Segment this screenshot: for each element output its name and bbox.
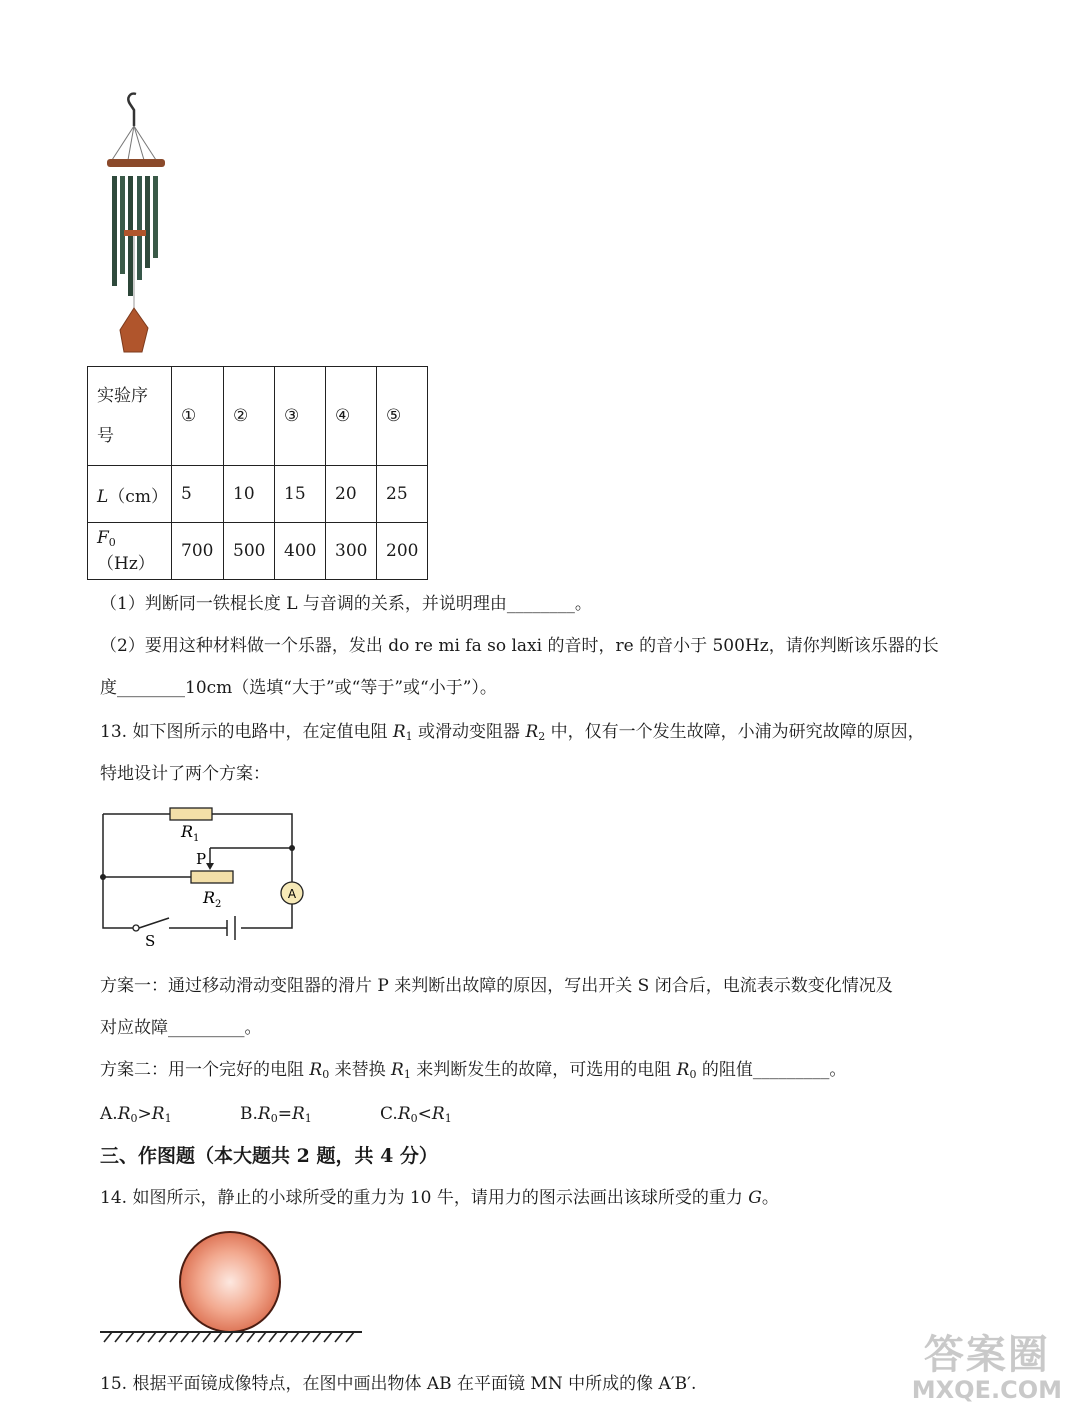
plan1-line1: 方案一：通过移动滑动变阻器的滑片 P 来判断出故障的原因，写出开关 S 闭合后，电流表示数变化情况及 [100,976,893,996]
trial-cell: ③ [275,367,326,466]
wind-chime-image [100,90,175,355]
ground-hatching [104,1332,354,1342]
trial-cell: ① [172,367,224,466]
q12-part1: （1）判断同一铁棍长度 L 与音调的关系，并说明理由________。 [100,594,592,614]
option-c: $C.R_0<R_1$ [380,1104,452,1125]
q13-stem-line2: 特地设计了两个方案： [100,764,270,784]
watermark-logo: 答案圈 MXQE.COM [911,1332,1062,1404]
trial-cell: ④ [326,367,377,466]
length-label-cell: L（cm） [88,466,172,523]
table-cell: 15 [275,466,326,523]
q12-part2-line2: 度________10cm（选填“大于”或“等于”或“小于”）。 [100,678,497,698]
r2-label: $R_2$ [203,888,222,910]
table-row [88,523,428,580]
slider-p-label: P [196,850,207,868]
option-b: $B.R_0=R_1$ [240,1104,312,1125]
plan2-line: 方案二：用一个完好的电阻 $R_0$ 来替换 $R_1$ 来判断发生的故障，可选用的电阻 $R_0$ 的阻值_________。 [100,1060,847,1081]
frequency-label-cell: $F_0(Hz)$ [88,523,172,580]
section-heading: 三、作图题（本大题共 2 题，共 4 分） [100,1145,438,1167]
switch-contact [133,925,139,931]
q13-stem-line1: 13. 如下图所示的电路中，在定值电阻 $R_1$ 或滑动变阻器 $R_2$ 中，仅有一个发生故障，小浦为研究故障的原因， [100,722,925,743]
table-cell: 5 [172,466,224,523]
ball-on-ground-figure [98,1230,368,1350]
table-cell: 300 [326,523,377,580]
junction-dot [289,845,295,851]
table-header-cell: 实验序 号 [88,367,172,466]
table-cell: 200 [377,523,428,580]
table-cell: 25 [377,466,428,523]
table-row [88,466,428,523]
r1-label: $R_1$ [181,822,200,844]
q14-stem: 14. 如图所示，静止的小球所受的重力为 10 牛，请用力的图示法画出该球所受的重力 G。 [100,1188,779,1208]
experiment-table [87,366,428,580]
table-cell: 700 [172,523,224,580]
table-cell: 400 [275,523,326,580]
slider-p-arrow [206,863,214,870]
switch-label: S [145,932,156,950]
trial-cell: ② [224,367,275,466]
q12-part2-line1: （2）要用这种材料做一个乐器，发出 do re mi fa so laxi 的音时，re 的音小于 500Hz，请你判断该乐器的长 [100,636,939,656]
trial-cell: ⑤ [377,367,428,466]
table-row [88,367,428,466]
plan1-line2: 对应故障_________。 [100,1018,262,1038]
q15-stem: 15. 根据平面镜成像特点，在图中画出物体 AB 在平面镜 MN 中所成的像 A′B′. [100,1374,697,1394]
table-cell: 20 [326,466,377,523]
circuit-diagram [95,800,310,950]
option-a: $A.R_0>R_1$ [100,1104,172,1125]
ball [180,1232,280,1332]
rheostat-r2 [191,871,233,883]
table-cell: 500 [224,523,275,580]
junction-dot [100,874,106,880]
resistor-r1 [170,808,212,820]
table-cell: 10 [224,466,275,523]
ammeter-label: A [287,887,297,901]
